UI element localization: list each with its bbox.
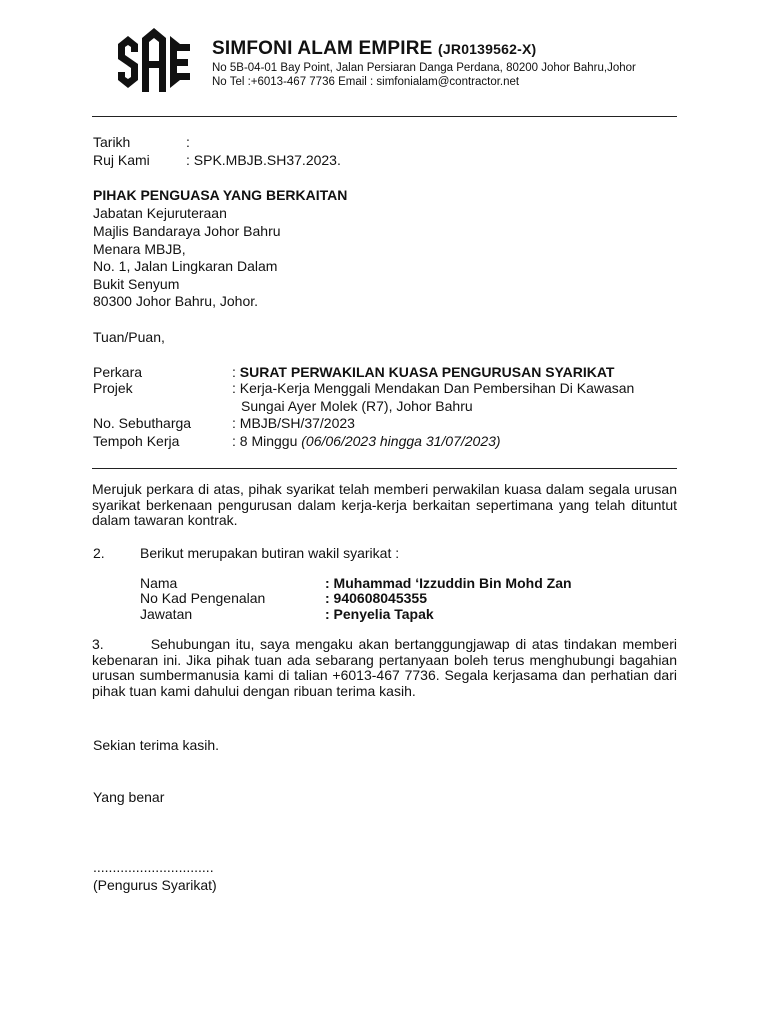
closing-yours: Yang benar	[93, 789, 165, 805]
tempoh-value: : 8 Minggu (06/06/2023 hingga 31/07/2023)	[232, 433, 501, 449]
subject-divider	[92, 468, 677, 469]
name-label: Nama	[140, 575, 178, 591]
company-registration: (JR0139562-X)	[438, 41, 537, 57]
name-value: : Muhammad ‘Izzuddin Bin Mohd Zan	[325, 575, 572, 591]
recipient-line: Majlis Bandaraya Johor Bahru	[93, 223, 281, 239]
ic-value: : 940608045355	[325, 590, 427, 606]
paragraph-2-number: 2.	[93, 545, 105, 561]
perkara-label: Perkara	[93, 364, 143, 380]
position-label: Jawatan	[140, 606, 193, 622]
paragraph-1: Merujuk perkara di atas, pihak syarikat telah memberi perwakilan kuasa dalam segala urusan syarikat berkenaan pengurusan dalam kerja-kerja berkaitan sepertimana yang telah dituntut dalam tawaran kontrak.	[92, 481, 677, 528]
date-label: Tarikh	[93, 134, 131, 150]
date-value: :	[186, 134, 190, 150]
company-logo	[114, 22, 194, 102]
paragraph-3-text: Sehubungan itu, saya mengaku akan bertanggungjawap di atas tindakan memberi kebenaran ini. Jika pihak tuan ada sebarang pertanyaan boleh terus menghubungi bagahian urusan sumbermanusia kami di talian +6013-467 7736. Segala kerjasama dan perhatian dari pihak tuan kami dahului dengan ribuan terima kasih.	[92, 636, 677, 699]
signatory-title: (Pengurus Syarikat)	[93, 877, 217, 893]
recipient-line: Menara MBJB,	[93, 241, 186, 257]
company-contact: No Tel :+6013-467 7736 Email : simfonialam@contractor.net	[212, 76, 520, 88]
recipient-heading: PIHAK PENGUASA YANG BERKAITAN	[93, 187, 348, 203]
recipient-line: Jabatan Kejuruteraan	[93, 205, 227, 221]
salutation: Tuan/Puan,	[93, 329, 165, 345]
tempoh-label: Tempoh Kerja	[93, 433, 180, 449]
recipient-line: Bukit Senyum	[93, 276, 180, 292]
projek-label: Projek	[93, 380, 133, 396]
ref-label: Ruj Kami	[93, 152, 150, 168]
company-name: SIMFONI ALAM EMPIRE (JR0139562-X)	[212, 38, 537, 59]
sebutharga-label: No. Sebutharga	[93, 415, 192, 431]
paragraph-2-text: Berikut merupakan butiran wakil syarikat :	[140, 545, 400, 561]
letterhead-divider	[92, 116, 677, 117]
recipient-line: 80300 Johor Bahru, Johor.	[93, 293, 259, 309]
company-address: No 5B-04-01 Bay Point, Jalan Persiaran Danga Perdana, 80200 Johor Bahru,Johor	[212, 62, 636, 74]
ic-label: No Kad Pengenalan	[140, 590, 266, 606]
paragraph-3	[92, 637, 677, 699]
position-value: : Penyelia Tapak	[325, 606, 434, 622]
signature-line: ...............................	[93, 859, 214, 875]
recipient-line: No. 1, Jalan Lingkaran Dalam	[93, 258, 278, 274]
perkara-value: : SURAT PERWAKILAN KUASA PENGURUSAN SYARIKAT	[232, 364, 615, 380]
closing-thanks: Sekian terima kasih.	[93, 737, 220, 753]
projek-value: : Kerja-Kerja Menggali Mendakan Dan Pembersihan Di Kawasan	[232, 380, 635, 396]
projek-value-cont: Sungai Ayer Molek (R7), Johor Bahru	[241, 398, 473, 414]
ref-value: : SPK.MBJB.SH37.2023.	[186, 152, 341, 168]
sebutharga-value: : MBJB/SH/37/2023	[232, 415, 355, 431]
paragraph-3-number: 3.	[92, 636, 104, 652]
